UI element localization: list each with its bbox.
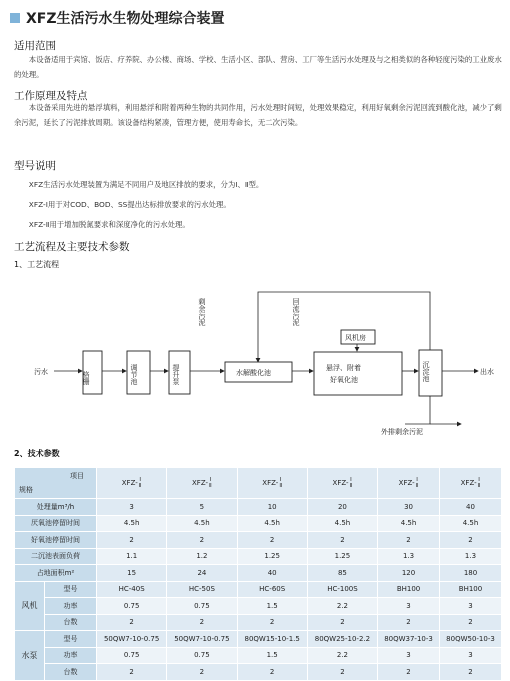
principle-text	[14, 101, 502, 130]
table-cell: 1.3	[378, 548, 440, 565]
fan-box: 风机房	[345, 334, 366, 342]
table-cell: 180	[440, 565, 502, 582]
spec-heading: 2、技术参数	[14, 449, 60, 458]
table-row	[15, 581, 502, 598]
table-cell: 4.5h	[378, 515, 440, 532]
table-cell: 4.5h	[237, 515, 307, 532]
model-header: XFZ- Ⅰ Ⅱ	[167, 468, 237, 499]
table-cell: 2.2	[307, 598, 377, 615]
row-label: 功率	[45, 598, 97, 615]
table-cell: 1.25	[237, 548, 307, 565]
table-cell: 2	[167, 614, 237, 631]
table-cell: 2	[237, 614, 307, 631]
table-cell: 20	[307, 499, 377, 516]
table-cell: 30	[378, 499, 440, 516]
row-label: 厌氧池停留时间	[15, 515, 97, 532]
aeration-box-line2: 好氧化池	[330, 376, 358, 384]
title-marker	[10, 13, 20, 23]
table-cell: 15	[97, 565, 167, 582]
table-row	[15, 631, 502, 648]
table-cell: 24	[167, 565, 237, 582]
page-title	[10, 8, 225, 28]
models-text	[14, 175, 502, 235]
process-flow-diagram	[0, 268, 510, 443]
table-cell: 3	[97, 499, 167, 516]
grille-box: 格栅	[82, 371, 90, 385]
table-cell: BH100	[440, 581, 502, 598]
table-cell: 2	[167, 664, 237, 681]
principle-heading: 工作原理及特点	[14, 90, 88, 102]
table-cell: 0.75	[167, 598, 237, 615]
table-cell: 4.5h	[167, 515, 237, 532]
row-label: 台数	[45, 614, 97, 631]
spec-corner	[15, 468, 97, 499]
scope-paragraph: 本设备适用于宾馆、饭店、疗养院、办公楼、商场、学校、生活小区、部队、营房、工厂等生活污水处理及与之相类似的各种轻度污染的工业废水的处理。	[14, 55, 502, 79]
row-label: 好氧池停留时间	[15, 532, 97, 549]
table-cell: 3	[440, 598, 502, 615]
table-row	[15, 647, 502, 664]
table-cell: 2	[378, 614, 440, 631]
table-cell: 4.5h	[97, 515, 167, 532]
table-cell: 80QW25-10-2.2	[307, 631, 377, 648]
table-cell: 40	[237, 565, 307, 582]
external-sludge-label: 外排剩余污泥	[381, 428, 423, 436]
scope-text	[14, 53, 502, 82]
table-cell: 85	[307, 565, 377, 582]
table-cell: 2	[378, 532, 440, 549]
model-header: XFZ- Ⅰ Ⅱ	[440, 468, 502, 499]
table-cell: 2	[440, 614, 502, 631]
table-cell: 80QW37-10-3	[378, 631, 440, 648]
table-cell: 4.5h	[307, 515, 377, 532]
table-cell: 2	[97, 614, 167, 631]
model-header: XFZ- Ⅰ Ⅱ	[97, 468, 167, 499]
table-cell: BH100	[378, 581, 440, 598]
row-label: 处理量m³/h	[15, 499, 97, 516]
table-cell: 2	[307, 532, 377, 549]
table-cell: 2	[440, 532, 502, 549]
model-header: XFZ- Ⅰ Ⅱ	[237, 468, 307, 499]
row-label: 二沉池表面负荷	[15, 548, 97, 565]
lift-box: 提升泵	[172, 364, 180, 385]
model-header: XFZ- Ⅰ Ⅱ	[307, 468, 377, 499]
models-heading: 型号说明	[14, 160, 56, 172]
table-cell: 4.5h	[440, 515, 502, 532]
table-cell: HC-50S	[167, 581, 237, 598]
table-cell: 50QW7-10-0.75	[167, 631, 237, 648]
table-cell: 80QW50-10-3	[440, 631, 502, 648]
table-cell: 120	[378, 565, 440, 582]
pump-group-name: 水泵	[15, 631, 45, 681]
table-cell: 10	[237, 499, 307, 516]
table-cell: 3	[378, 598, 440, 615]
table-cell: 2	[97, 664, 167, 681]
table-row	[15, 499, 502, 516]
table-cell: 50QW7-10-0.75	[97, 631, 167, 648]
table-cell: 1.25	[307, 548, 377, 565]
table-cell: 3	[378, 647, 440, 664]
row-label: 功率	[45, 647, 97, 664]
table-cell: HC-60S	[237, 581, 307, 598]
table-cell: 2	[97, 532, 167, 549]
table-cell: 0.75	[97, 647, 167, 664]
models-line: XFZ-Ⅱ用于增加脱氮要求和深度净化的污水处理。	[28, 220, 190, 229]
table-cell: 1.1	[97, 548, 167, 565]
row-label: 型号	[45, 631, 97, 648]
scope-heading: 适用范围	[14, 40, 56, 52]
fan-group-name: 风机	[15, 581, 45, 631]
table-cell: 2	[378, 664, 440, 681]
models-line: XFZ-Ⅰ用于对COD、BOD、SS提出达标排放要求的污水处理。	[28, 200, 231, 209]
table-cell: 0.75	[97, 598, 167, 615]
table-row	[15, 598, 502, 615]
models-line: XFZ生活污水处理装置为满足不同用户及地区排放的要求，分为Ⅰ、Ⅱ型。	[28, 180, 264, 189]
spec-header-row	[15, 468, 502, 499]
table-cell: 3	[440, 647, 502, 664]
return-sludge-label: 回流污泥	[292, 298, 300, 326]
table-cell: HC-40S	[97, 581, 167, 598]
table-cell: 2	[237, 664, 307, 681]
table-cell: 1.2	[167, 548, 237, 565]
table-cell: 2	[167, 532, 237, 549]
table-row	[15, 614, 502, 631]
row-label: 占地面积m²	[15, 565, 97, 582]
table-row	[15, 532, 502, 549]
page-title-text: XFZ生活污水生物处理综合装置	[26, 11, 225, 27]
process-subheading: 1、工艺流程	[14, 260, 60, 269]
table-cell: 5	[167, 499, 237, 516]
table-cell: HC-100S	[307, 581, 377, 598]
table-row	[15, 565, 502, 582]
table-cell: 2	[307, 614, 377, 631]
model-header: XFZ- Ⅰ Ⅱ	[378, 468, 440, 499]
row-label: 型号	[45, 581, 97, 598]
table-cell: 0.75	[167, 647, 237, 664]
table-cell: 40	[440, 499, 502, 516]
table-cell: 2	[440, 664, 502, 681]
table-row	[15, 664, 502, 681]
table-cell: 1.5	[237, 598, 307, 615]
principle-paragraph: 本设备采用先进的悬浮填料，利用悬浮和附着两种生物的共同作用，污水处理时间短，处理效果稳定，利用好氧剩余污泥回流到酸化池，减少了剩余污泥，延长了污泥排放周期。该设备结构紧凑，管理方便，使用寿命长，无二次污染。	[14, 103, 502, 127]
spec-table	[14, 467, 502, 681]
outlet-label: 出水	[480, 368, 494, 376]
regulating-box: 调节池	[130, 364, 138, 385]
table-cell: 1.5	[237, 647, 307, 664]
corner-item: 项目	[70, 472, 84, 480]
surplus-sludge-label: 剩余污泥	[198, 298, 206, 326]
table-cell: 1.3	[440, 548, 502, 565]
sediment-box: 沉淀池	[422, 361, 430, 382]
corner-spec: 规格	[19, 486, 33, 494]
table-cell: 2	[237, 532, 307, 549]
hydrolysis-box: 水解酸化池	[236, 369, 271, 377]
inlet-label: 污水	[34, 368, 48, 376]
table-row	[15, 515, 502, 532]
process-heading: 工艺流程及主要技术参数	[14, 241, 130, 253]
table-cell: 80QW15-10-1.5	[237, 631, 307, 648]
row-label: 台数	[45, 664, 97, 681]
table-cell: 2.2	[307, 647, 377, 664]
aeration-box-line1: 悬浮、附着	[326, 364, 361, 372]
table-cell: 2	[307, 664, 377, 681]
table-row	[15, 548, 502, 565]
